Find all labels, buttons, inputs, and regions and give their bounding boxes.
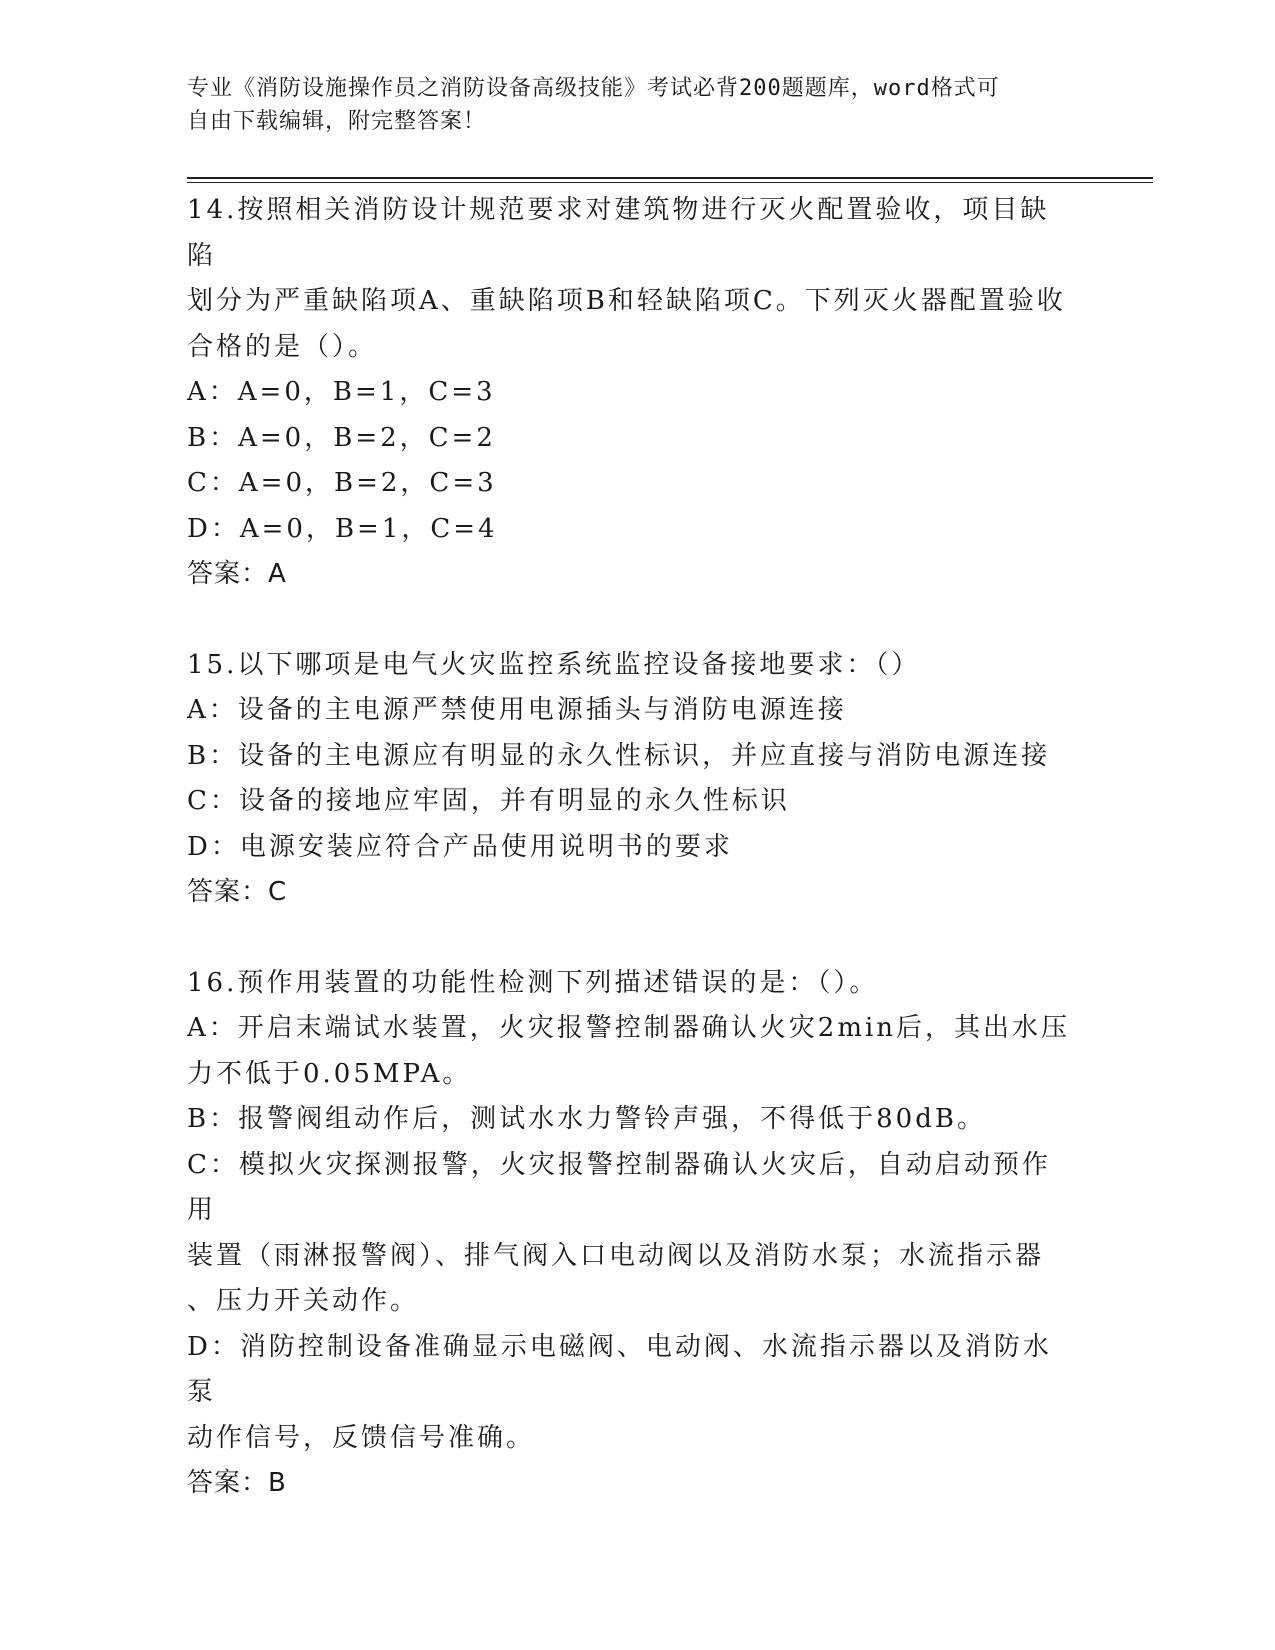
header-line-1: 专业《消防设施操作员之消防设备高级技能》考试必背200题题库，word格式可 <box>187 76 1000 101</box>
option-line: C：A=0，B=2，C=3 <box>187 468 497 498</box>
option-line: 、压力开关动作。 <box>187 1286 420 1316</box>
answer-label: 答案：B <box>187 1468 287 1498</box>
option-line: D：A=0，B=1，C=4 <box>187 513 498 544</box>
option-line: D：消防控制设备准确显示电磁阀、电动阀、水流指示器以及消防水泵 <box>187 1331 1052 1407</box>
option-line: C：设备的接地应牢固，并有明显的永久性标识 <box>187 786 790 816</box>
option-line: B：报警阀组动作后，测试水水力警铃声强，不得低于80dB。 <box>187 1104 986 1134</box>
question-list <box>187 188 1077 1507</box>
option-line: A：A=0，B=1，C=3 <box>187 377 496 407</box>
option-line: 力不低于0.05MPA。 <box>187 1058 472 1089</box>
option-line: D：电源安装应符合产品使用说明书的要求 <box>187 831 733 862</box>
question-stem-line: 14.按照相关消防设计规范要求对建筑物进行灭火配置验收，项目缺陷 <box>187 195 1050 271</box>
option-line: A：设备的主电源严禁使用电源插头与消防电源连接 <box>187 695 847 725</box>
option-line: A：开启末端试水装置，火灾报警控制器确认火灾2min后，其出水压 <box>187 1013 1071 1043</box>
question-block <box>187 188 1077 598</box>
option-line: C：模拟火灾探测报警，火灾报警控制器确认火灾后，自动启动预作用 <box>187 1149 1051 1225</box>
header-divider-thin <box>187 182 1153 183</box>
question-stem-line: 16.预作用装置的功能性检测下列描述错误的是：（）。 <box>187 967 879 998</box>
question-block <box>187 961 1077 1507</box>
option-line: 装置（雨淋报警阀）、排气阀入口电动阀以及消防水泵；水流指示器 <box>187 1240 1045 1271</box>
answer-label: 答案：C <box>187 877 288 907</box>
question-stem-line: 合格的是（）。 <box>187 331 378 362</box>
page-header <box>187 72 1067 138</box>
answer-label: 答案：A <box>187 559 287 589</box>
header-line-2: 自由下载编辑，附完整答案！ <box>187 109 487 134</box>
question-stem-line: 15.以下哪项是电气火灾监控系统监控设备接地要求：（） <box>187 649 921 680</box>
question-block <box>187 643 1077 916</box>
option-line: B：A=0，B=2，C=2 <box>187 422 496 453</box>
header-divider-thick <box>187 177 1153 179</box>
question-stem-line: 划分为严重缺陷项A、重缺陷项B和轻缺陷项C。下列灭火器配置验收 <box>187 286 1066 316</box>
option-line: B：设备的主电源应有明显的永久性标识，并应直接与消防电源连接 <box>187 740 1051 771</box>
option-line: 动作信号，反馈信号准确。 <box>187 1422 536 1453</box>
